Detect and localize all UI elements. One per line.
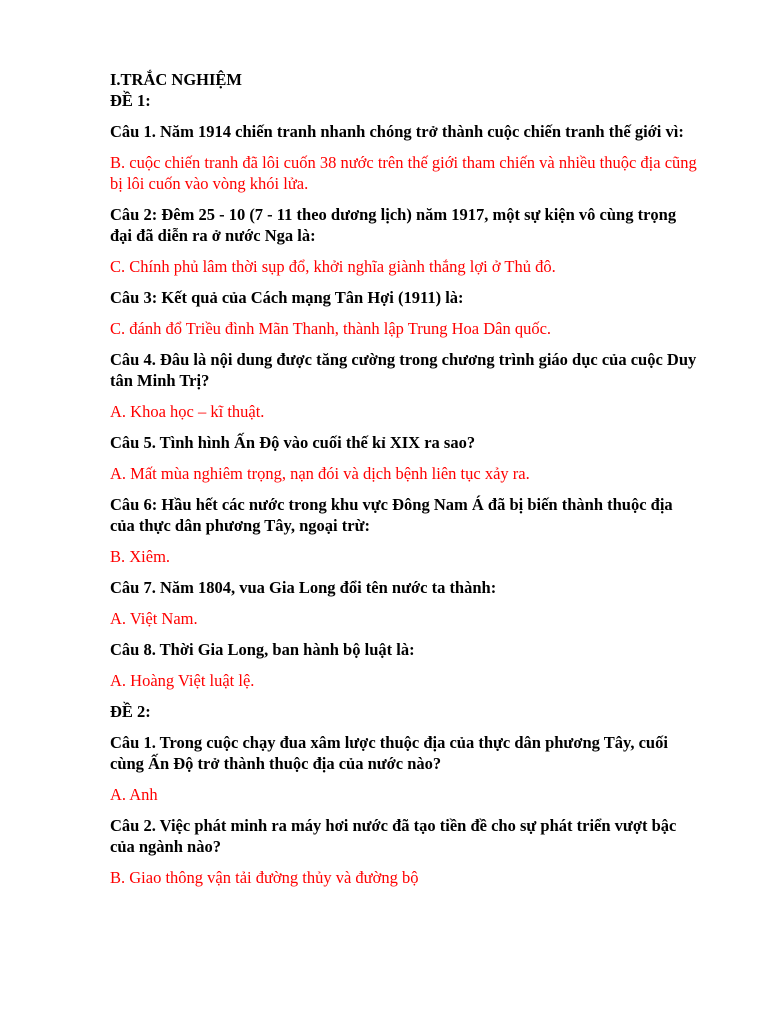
answer-6: B. Xiêm.: [110, 547, 171, 566]
question-2-2: Câu 2. Việc phát minh ra máy hơi nước đã tạo tiền đề cho sự phát triển vượt bậc của ngành nào?: [110, 816, 677, 856]
question-2: Câu 2: Đêm 25 - 10 (7 - 11 theo dương lịch) năm 1917, một sự kiện vô cùng trọng đại đã diễn ra ở nước Nga là:: [110, 205, 677, 245]
question-6: Câu 6: Hầu hết các nước trong khu vực Đông Nam Á đã bị biến thành thuộc địa của thực dân phương Tây, ngoại trừ:: [110, 495, 673, 535]
answer-2-2: B. Giao thông vận tải đường thủy và đường bộ: [110, 868, 419, 887]
question-4: Câu 4. Đâu là nội dung được tăng cường trong chương trình giáo dục của cuộc Duy tân Minh Trị?: [110, 350, 697, 390]
answer-7: A. Việt Nam.: [110, 609, 198, 628]
section-heading: I.TRẮC NGHIỆM: [110, 70, 243, 89]
question-5: Câu 5. Tình hình Ấn Độ vào cuối thế kỉ XIX ra sao?: [110, 433, 476, 452]
answer-2: C. Chính phủ lâm thời sụp đổ, khởi nghĩa giành thắng lợi ở Thủ đô.: [110, 257, 556, 276]
answer-4: A. Khoa học – kĩ thuật.: [110, 402, 265, 421]
answer-2-1: A. Anh: [110, 785, 158, 804]
answer-3: C. đánh đổ Triều đình Mãn Thanh, thành lập Trung Hoa Dân quốc.: [110, 319, 552, 338]
answer-8: A. Hoàng Việt luật lệ.: [110, 671, 255, 690]
exam-1-heading: ĐỀ 1:: [110, 91, 151, 110]
answer-1: B. cuộc chiến tranh đã lôi cuốn 38 nước trên thế giới tham chiến và nhiều thuộc địa cũng bị lôi cuốn vào vòng khói lửa.: [110, 153, 697, 193]
question-2-1: Câu 1. Trong cuộc chạy đua xâm lược thuộc địa của thực dân phương Tây, cuối cùng Ấn Độ trở thành thuộc địa của nước nào?: [110, 733, 668, 773]
question-1: Câu 1. Năm 1914 chiến tranh nhanh chóng trở thành cuộc chiến tranh thế giới vì:: [110, 122, 684, 141]
answer-5: A. Mất mùa nghiêm trọng, nạn đói và dịch bệnh liên tục xảy ra.: [110, 464, 530, 483]
document-content: [110, 69, 700, 888]
question-7: Câu 7. Năm 1804, vua Gia Long đổi tên nước ta thành:: [110, 578, 497, 597]
exam-2-heading: ĐỀ 2:: [110, 702, 151, 721]
question-3: Câu 3: Kết quả của Cách mạng Tân Hợi (1911) là:: [110, 288, 464, 307]
question-8: Câu 8. Thời Gia Long, ban hành bộ luật là:: [110, 640, 415, 659]
